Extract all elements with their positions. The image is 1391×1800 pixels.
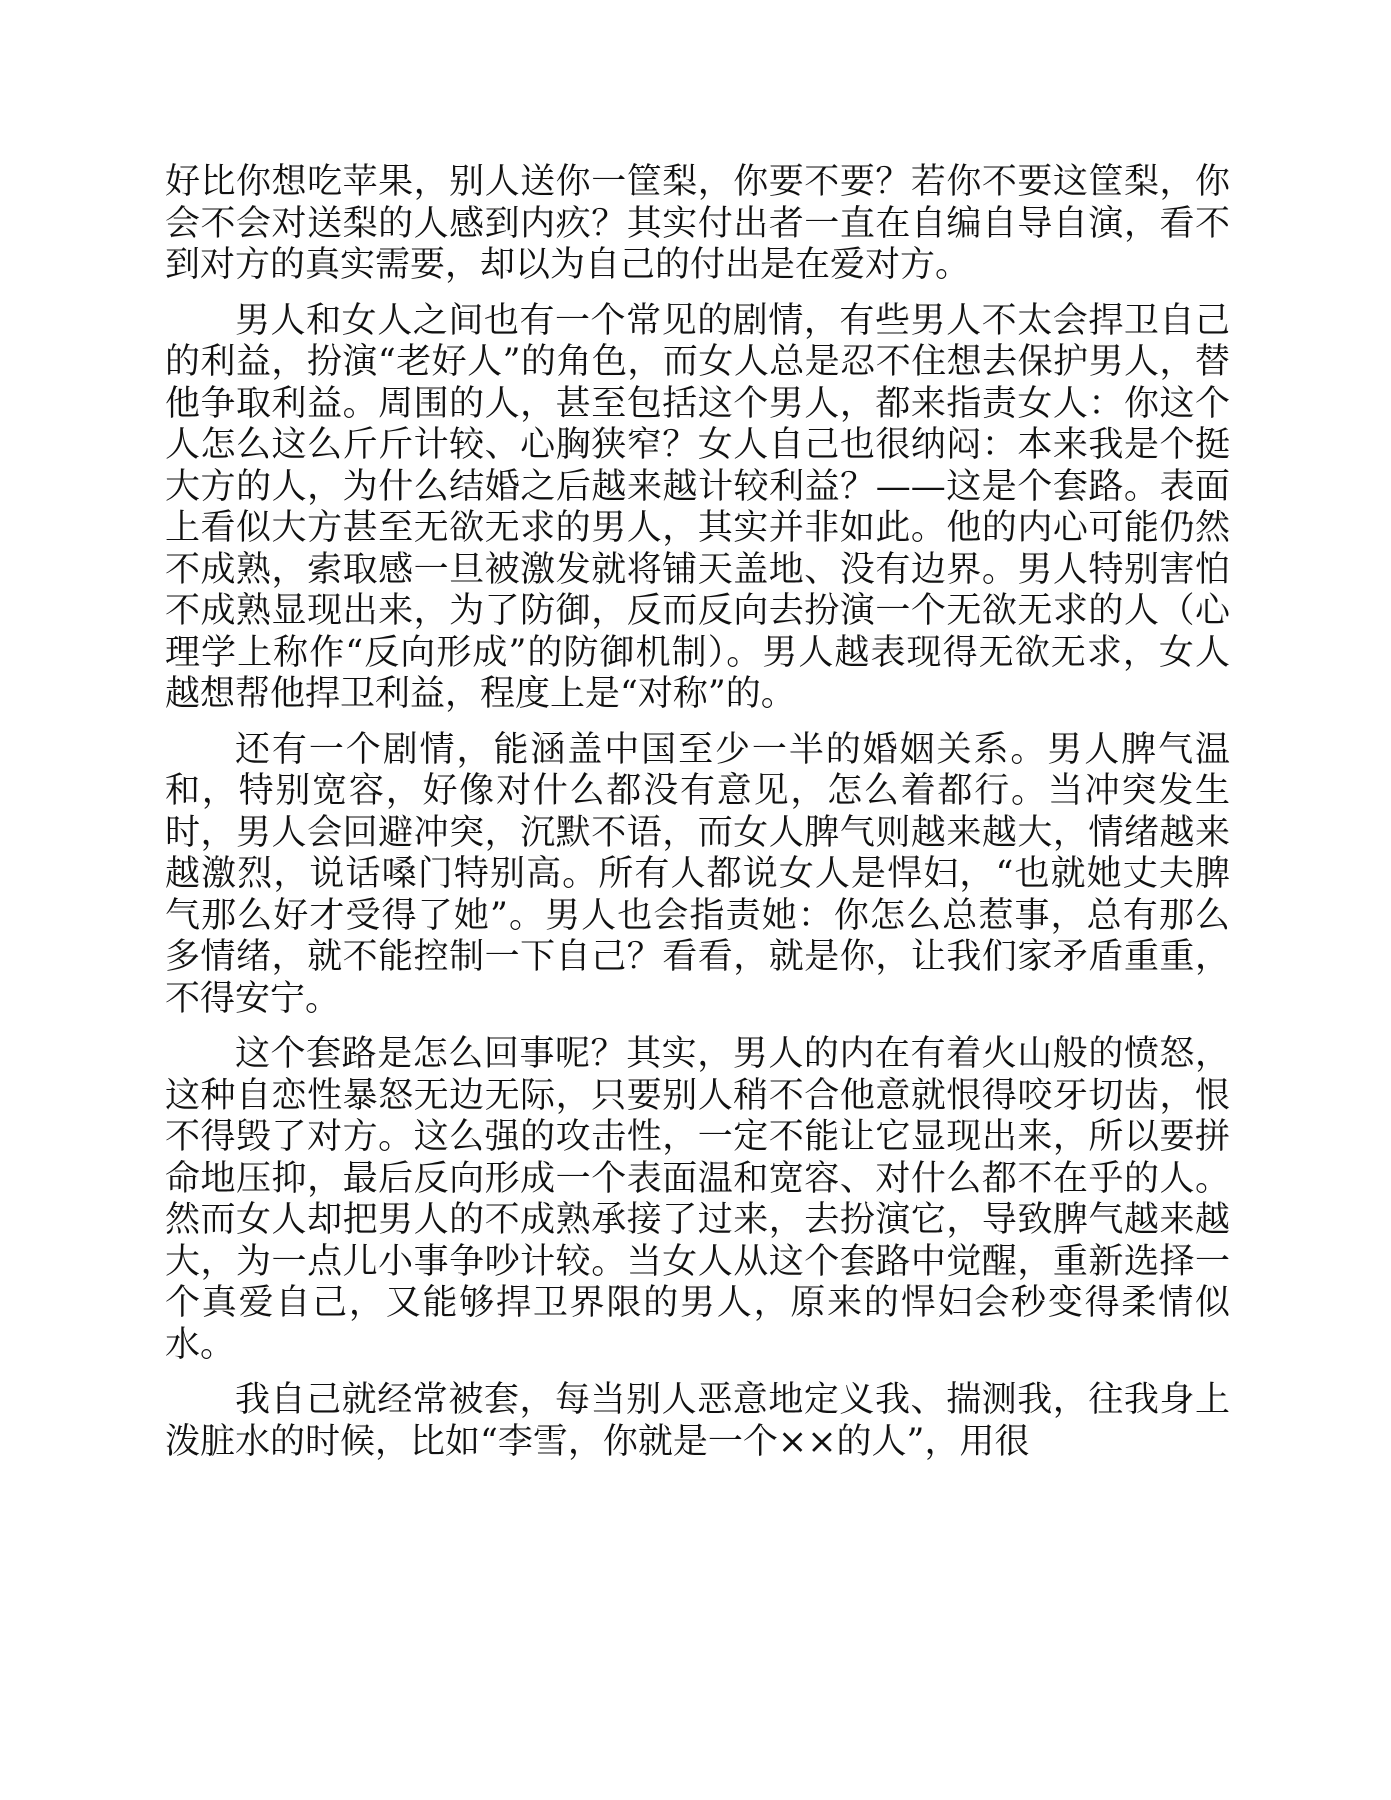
paragraph-4: 这个套路是怎么回事呢？其实，男人的内在有着火山般的愤怒，这种自恋性暴怒无边无际，只要别人稍不合他意就恨得咬牙切齿，恨不得毁了对方。这么强的攻击性，一定不能让它显现出来，所以要拼命地压抑，最后反向形成一个表面温和宽容、对什么都不在乎的人。然而女人却把男人的不成熟承接了过来，去扮演它，导致脾气越来越大，为一点儿小事争吵计较。当女人从这个套路中觉醒，重新选择一个真爱自己，又能够捍卫界限的男人，原来的悍妇会秒变得柔情似水。 — [165, 1034, 1230, 1365]
paragraph-5: 我自己就经常被套，每当别人恶意地定义我、揣测我，往我身上泼脏水的时候，比如“李雪，你就是一个××的人”，用很 — [165, 1380, 1230, 1462]
paragraph-1: 好比你想吃苹果，别人送你一筐梨，你要不要？若你不要这筐梨，你会不会对送梨的人感到内疚？其实付出者一直在自编自导自演，看不到对方的真实需要，却以为自己的付出是在爱对方。 — [165, 162, 1230, 285]
paragraph-2: 男人和女人之间也有一个常见的剧情，有些男人不太会捍卫自己的利益，扮演“老好人”的角色，而女人总是忍不住想去保护男人，替他争取利益。周围的人，甚至包括这个男人，都来指责女人：你这个人怎么这么斤斤计较、心胸狭窄？女人自己也很纳闷：本来我是个挺大方的人，为什么结婚之后越来越计较利益？——这是个套路。表面上看似大方甚至无欲无求的男人，其实并非如此。他的内心可能仍然不成熟，索取感一旦被激发就将铺天盖地、没有边界。男人特别害怕不成熟显现出来，为了防御，反而反向去扮演一个无欲无求的人（心理学上称作“反向形成”的防御机制）。男人越表现得无欲无求，女人越想帮他捍卫利益，程度上是“对称”的。 — [165, 300, 1230, 714]
paragraph-3: 还有一个剧情，能涵盖中国至少一半的婚姻关系。男人脾气温和，特别宽容，好像对什么都没有意见，怎么着都行。当冲突发生时，男人会回避冲突，沉默不语，而女人脾气则越来越大，情绪越来越激烈，说话嗓门特别高。所有人都说女人是悍妇，“也就她丈夫脾气那么好才受得了她”。男人也会指责她：你怎么总惹事，总有那么多情绪，就不能控制一下自己？看看，就是你，让我们家矛盾重重，不得安宁。 — [165, 729, 1230, 1019]
document-page — [165, 162, 1230, 1477]
